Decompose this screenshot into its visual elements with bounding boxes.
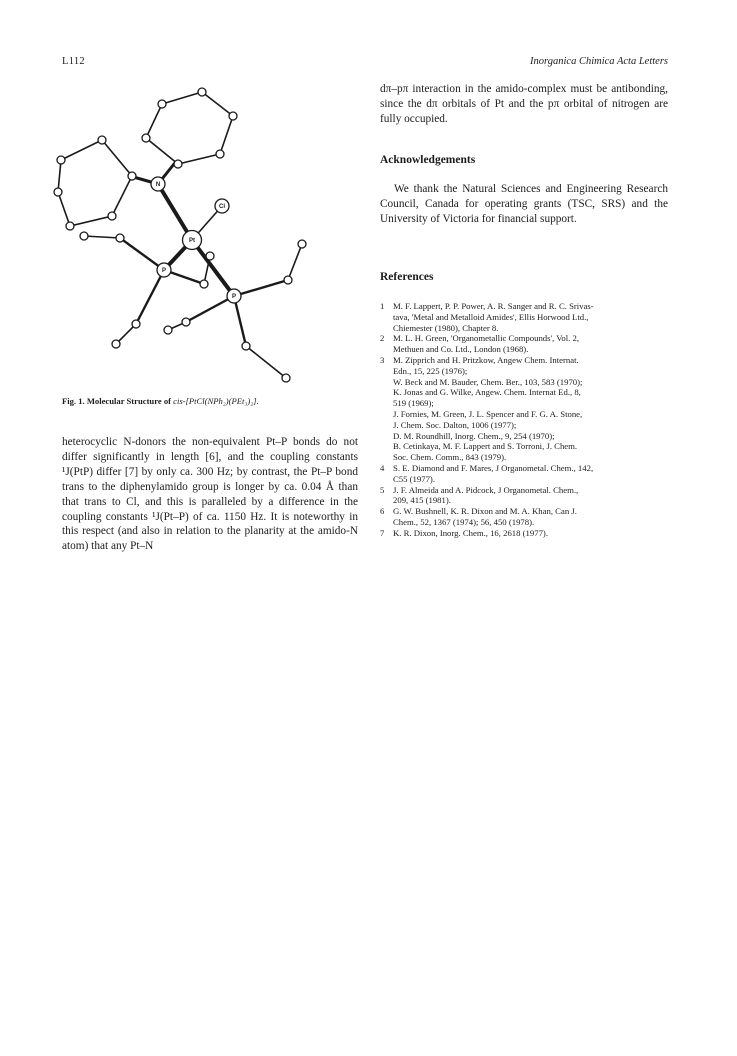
reference-line: G. W. Bushnell, K. R. Dixon and M. A. Khan, Can J. [393, 506, 577, 517]
label-pt: Pt [189, 238, 195, 245]
reference-number: 7 [380, 527, 385, 538]
label-p1: P [161, 268, 167, 275]
reference-number: 2 [380, 333, 385, 344]
reference-line: M. Zipprich and H. Pritzkow, Angew Chem. Internat. [393, 354, 579, 365]
reference-line: Edn., 15, 225 (1976); [393, 365, 468, 376]
reference-line: B. Cetinkaya, M. F. Lappert and S. Torroni, J. Chem. [393, 441, 578, 452]
reference-line: M. L. H. Green, 'Organometallic Compounds', Vol. 2, [393, 333, 580, 344]
reference-line: Soc. Chem. Comm., 843 (1979). [393, 452, 507, 463]
reference-number: 3 [380, 354, 385, 365]
label-cl: Cl [219, 204, 225, 211]
figure-caption [62, 396, 362, 406]
reference-item [380, 506, 668, 528]
journal-title: Inorganica Chimica Acta Letters [530, 56, 668, 67]
reference-number: 6 [380, 506, 385, 517]
reference-item [380, 463, 668, 485]
label-p2: P [231, 294, 237, 301]
intro-paragraph: dπ–pπ interaction in the amido-complex must be antibonding, since the dπ orbitals of Pt and the pπ orbital of nitrogen are fully occupied. [380, 83, 668, 125]
label-n: N [155, 182, 161, 189]
reference-line: Methuen and Co. Ltd., London (1968). [393, 344, 529, 355]
reference-line: C55 (1977). [393, 473, 435, 484]
references-heading: References [380, 271, 434, 283]
reference-line: 209, 415 (1981). [393, 495, 451, 506]
reference-item [380, 333, 668, 355]
molecular-structure-figure [40, 76, 340, 391]
reference-line: Chem., 52, 1367 (1974); 56, 450 (1978). [393, 516, 535, 527]
reference-line: tava, 'Metal and Metalloid Amides', Ellis Horwood Ltd., [393, 311, 589, 322]
reference-number: 1 [380, 301, 385, 311]
page-number: L112 [62, 56, 85, 67]
right-intro-text [380, 82, 668, 127]
reference-line: J. Chem. Soc. Dalton, 1006 (1977); [393, 419, 517, 430]
acknowledgements-text [380, 182, 668, 227]
phenyl-ring-left [58, 140, 132, 226]
reference-line: S. E. Diamond and F. Mares, J Organometal. Chem., 142, [393, 462, 594, 473]
reference-line: J. Fornies, M. Green, J. L. Spencer and F. G. A. Stone, [393, 408, 583, 419]
reference-number: 4 [380, 462, 385, 473]
reference-line: D. M. Roundhill, Inorg. Chem., 9, 254 (1970); [393, 430, 555, 441]
reference-item [380, 485, 668, 507]
reference-line: M. F. Lappert, P. P. Power, A. R. Sanger and R. C. Srivas- [393, 301, 594, 311]
left-body-text [62, 435, 358, 554]
acknowledgements-heading: Acknowledgements [380, 154, 476, 166]
reference-line: K. R. Dixon, Inorg. Chem., 16, 2618 (1977). [393, 527, 549, 538]
reference-line: W. Beck and M. Bauder, Chem. Ber., 103, 583 (1970); [393, 376, 583, 387]
reference-line: K. Jonas and G. Wilke, Angew. Chem. Internat Ed., 8, [393, 387, 581, 398]
reference-line: Chiemester (1980), Chapter 8. [393, 322, 499, 333]
reference-item [380, 355, 668, 463]
reference-line: 519 (1969); [393, 398, 434, 409]
caption-formula: cis-[PtCl(NPh₂)(PEt₃)₂]. [173, 396, 259, 406]
reference-number: 5 [380, 484, 385, 495]
caption-label: Fig. 1. Molecular Structure of [62, 396, 174, 406]
reference-item [380, 301, 668, 333]
reference-line: J. F. Almeida and A. Pidcock, J Organometal. Chem., [393, 484, 579, 495]
references-list [380, 301, 668, 539]
reference-item [380, 528, 668, 539]
body-paragraph: heterocyclic N-donors the non-equivalent Pt–P bonds do not differ significantly in length [6], and the coupling constants ¹J(PtP) differ [7] by only ca. 300 Hz; by contrast, the Pt–P bond trans to the diphenylamido group is longer by ca. 0.04 Å than that trans to Cl, and this is paralleled by a difference in the coupling constants ¹J(Pt–P) of ca. 1150 Hz. It is noteworthy in this respect (and also in relation to the planarity at the amido-N atom) that any Pt–N [62, 436, 358, 553]
acknowledgements-paragraph: We thank the Natural Sciences and Engineering Research Council, Canada for operating grants (TSC, SRS) and the University of Victoria for financial support. [380, 183, 668, 225]
